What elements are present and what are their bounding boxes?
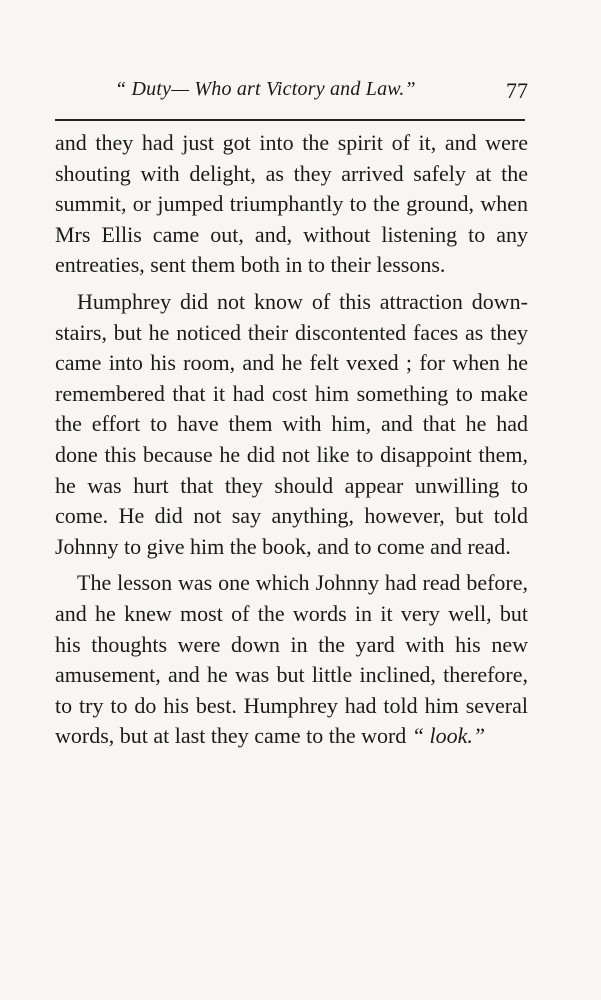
paragraph-3-text: The lesson was one which Johnny had read before, and he knew most of the words in it very well, but his thoughts were down in the yard with his new amusement, and he was but little inclined, therefore, to try to do his best. Humphrey had told him several words, but at last they came to the word	[55, 570, 528, 749]
paragraph-3	[55, 568, 528, 752]
paragraph-3-final-word: “ look.”	[411, 723, 486, 749]
paragraph-1: and they had just got into the spirit of it, and were shouting with delight, as they arrived safely at the summit, or jumped triumphantly to the ground, when Mrs Ellis came out, and, without listening to any entreaties, sent them both in to their lessons.	[55, 130, 528, 278]
running-head	[55, 70, 546, 110]
running-head-title: “ Duty— Who art Victory and Law.”	[115, 78, 416, 100]
paragraph-2: Humphrey did not know of this attraction down-stairs, but he noticed their discontented faces as they came into his room, and he felt vexed ; for when he remembered that it had cost him something to make the effort to have them with him, and that he had done this because he did not like to disappoint them, he was hurt that they should appear unwilling to come. He did not say anything, however, but told Johnny to give him the book, and to come and read.	[55, 288, 528, 559]
body-text	[55, 128, 528, 758]
header-rule	[55, 119, 525, 121]
page-number: 77	[506, 78, 528, 103]
